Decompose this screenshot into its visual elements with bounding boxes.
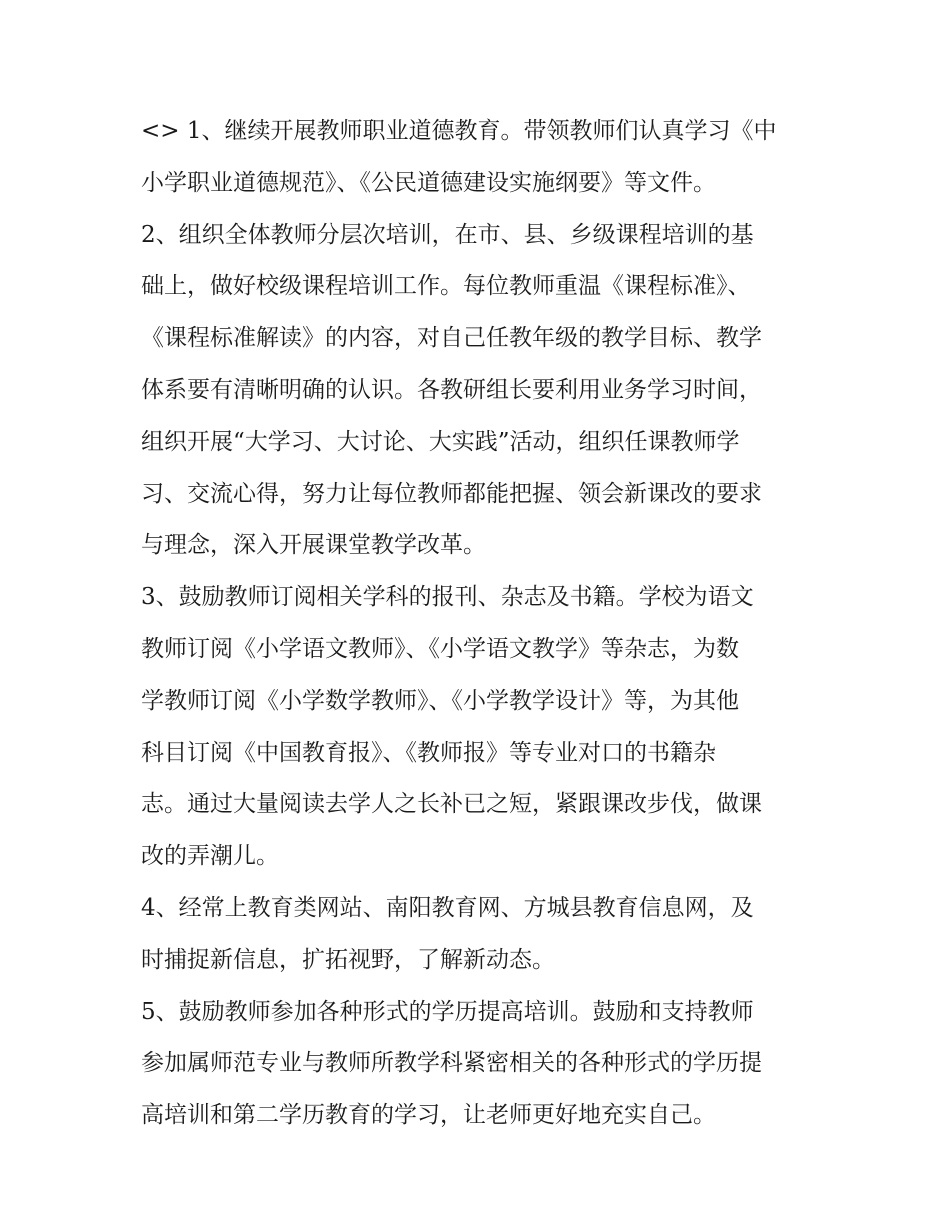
paragraph-line: 参加属师范专业与教师所教学科紧密相关的各种形式的学历提 (141, 1050, 762, 1077)
paragraph-line: 习、交流心得，努力让每位教师都能把握、领会新课改的要求 (141, 480, 762, 507)
paragraph-line: 时捕捉新信息，扩拓视野，了解新动态。 (141, 946, 555, 973)
paragraph-line: 科目订阅《中国教育报》、《教师报》等专业对口的书籍杂 (141, 739, 716, 766)
paragraph-line: <> 1、继续开展教师职业道德教育。带领教师们认真学习《中 (141, 118, 777, 144)
paragraph-line: 组织开展“大学习、大讨论、大实践”活动，组织任课教师学 (141, 428, 740, 455)
paragraph-line: 高培训和第二学历教育的学习，让老师更好地充实自己。 (141, 1102, 716, 1129)
paragraph-line: 础上，做好校级课程培训工作。每位教师重温《课程标准》、 (141, 273, 751, 300)
paragraph-line: 2、组织全体教师分层次培训，在市、县、乡级课程培训的基 (141, 221, 754, 248)
paragraph-line: 学教师订阅《小学数学教师》、《小学教学设计》等，为其他 (141, 687, 739, 714)
paragraph-line: 《课程标准解读》的内容，对自己任教年级的教学目标、教学 (141, 325, 762, 352)
paragraph-line: 小学职业道德规范》、《公民道德建设实施纲要》等文件。 (141, 169, 716, 196)
paragraph-line: 体系要有清晰明确的认识。各教研组长要利用业务学习时间， (141, 376, 762, 403)
paragraph-line: 与理念，深入开展课堂教学改革。 (141, 532, 486, 559)
paragraph-line: 3、鼓励教师订阅相关学科的报刊、杂志及书籍。学校为语文 (141, 584, 754, 611)
paragraph-5 (141, 987, 813, 1142)
paragraph-2 (141, 210, 813, 573)
paragraph-line: 教师订阅《小学语文教师》、《小学语文教学》等杂志，为数 (141, 635, 739, 662)
paragraph-1 (141, 106, 813, 210)
paragraph-3 (141, 572, 813, 883)
paragraph-4 (141, 883, 813, 987)
document-body (141, 106, 813, 1142)
paragraph-line: 改的弄潮儿。 (141, 843, 279, 870)
paragraph-line: 5、鼓励教师参加各种形式的学历提高培训。鼓励和支持教师 (141, 998, 754, 1025)
paragraph-line: 志。通过大量阅读去学人之长补已之短，紧跟课改步伐，做课 (141, 791, 762, 818)
paragraph-line: 4、经常上教育类网站、南阳教育网、方城县教育信息网，及 (141, 894, 754, 921)
